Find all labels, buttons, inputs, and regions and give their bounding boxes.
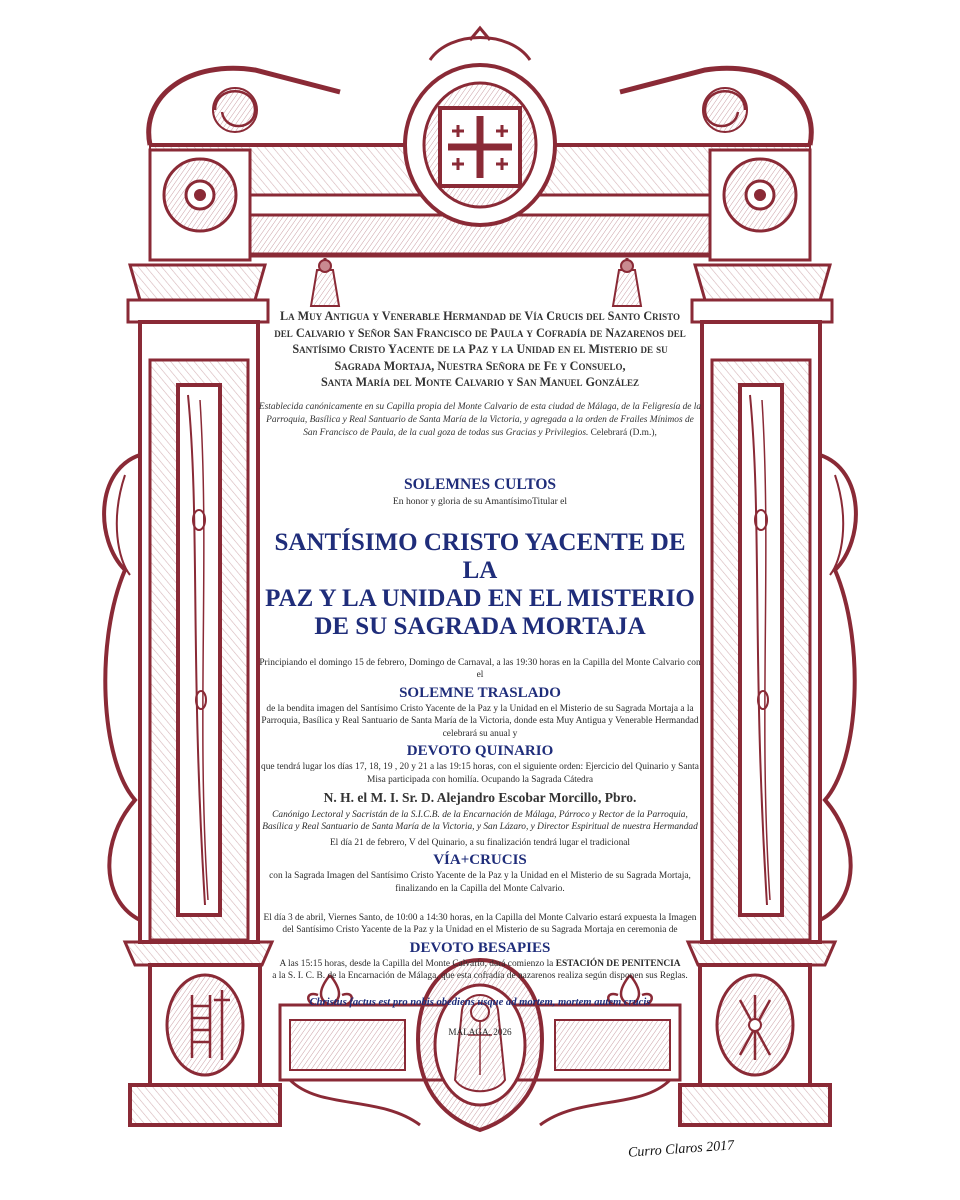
besapies-title: DEVOTO BESAPIES [409, 939, 551, 956]
traslado-lead: Principiando el domingo 15 de febrero, Domingo de Carnaval, a las 19:30 horas en la Capilla del Monte Calvario con el [259, 657, 701, 681]
titular-title [258, 529, 702, 641]
establishment-italic: Establecida canónicamente en su Capilla propia del Monte Calvario de esta ciudad de Málaga, de la Feligresía de la Parroquia, Basílica y Real Santuario de Santa María de la Victoria, y agregada a la orden de Frailes Mínimos de San Francisco de Paula, de la cual goza de todas sus Gracias y Privilegios. [258, 401, 702, 438]
poster-text [258, 308, 702, 1037]
latin-motto: Christus factus est pro nobis obediens usque ad mortem, mortem autem crucis [309, 997, 651, 1008]
preacher-titles: Canónigo Lectoral y Sacristán de la S.I.C.B. de la Encarnación de Málaga, Párroco y Rector de la Parroquia, Basílica y Real Santuario de Santa María de la Victoria, y San Lázaro, y Director Espiritual de nuestra Hermandad [262, 809, 698, 833]
titular-line: SANTÍSIMO CRISTO YACENTE DE LA [274, 528, 686, 584]
brotherhood-header [258, 308, 702, 391]
quinario-closing: El día 21 de febrero, V del Quinario, a su finalización tendrá lugar el tradicional [329, 837, 631, 848]
place-date: MÁLAGA, 2026 [448, 1027, 512, 1037]
cultos-title: SOLEMNES CULTOS [403, 475, 557, 493]
besapies-lead: El día 3 de abril, Viernes Santo, de 10:00 a 14:30 horas, en la Capilla del Monte Calvario estará expuesta la Imagen del Santísimo Cristo Yacente de la Paz y la Unidad en el Misterio de su Sagrada Mortaja en ceremonia de [263, 912, 697, 936]
titular-line: DE SU SAGRADA MORTAJA [314, 612, 646, 640]
quinario-title: DEVOTO QUINARIO [406, 743, 554, 760]
header-line: Santa María del Monte Calvario y San Manuel González [320, 375, 640, 389]
titular-line: PAZ Y LA UNIDAD EN EL MISTERIO [265, 584, 695, 612]
quinario-text: que tendrá lugar los días 17, 18, 19 , 20 y 21 a las 19:15 horas, con el siguiente orden: Ejercicio del Quinario y Santa Misa participada con homilía. Ocupando la Sagrada Cátedra [261, 762, 699, 786]
cultos-honor: En honor y gloria de su AmantísimoTitular el [392, 495, 568, 507]
estacion-after: a la S. I. C. B. de la Encarnación de Málaga, que esta cofradía de nazarenos realiza según disponen sus Reglas. [272, 971, 688, 982]
header-line: del Calvario y Señor San Francisco de Paula y Cofradía de Nazarenos del [274, 325, 686, 340]
artist-signature: Curro Claros 2017 [627, 1138, 735, 1161]
estacion-text [258, 958, 702, 983]
preacher-name: N. H. el M. I. Sr. D. Alejandro Escobar Morcillo, Pbro. [323, 789, 637, 805]
estacion-before: A las 15:15 horas, desde la Capilla del Monte Calvario, dará comienzo la [279, 958, 556, 969]
header-line: Sagrada Mortaja, Nuestra Señora de Fe y Consuelo, [334, 358, 626, 373]
header-line: Santísimo Cristo Yacente de la Paz y la Unidad en el Misterio de su [292, 342, 668, 356]
traslado-title: SOLEMNE TRASLADO [399, 684, 561, 701]
estacion-highlight: ESTACIÓN DE PENITENCIA [555, 958, 681, 969]
header-line: La Muy Antigua y Venerable Hermandad de Vía Crucis del Santo Cristo [279, 309, 680, 323]
viacrucis-text: con la Sagrada Imagen del Santísimo Cristo Yacente de la Paz y la Unidad en el Misterio de su Sagrada Mortaja, finalizando en la Capilla del Monte Calvario. [269, 871, 691, 895]
establishment-text [258, 401, 702, 440]
viacrucis-title: VÍA+CRUCIS [433, 852, 527, 869]
traslado-text: de la bendita imagen del Santísimo Cristo Yacente de la Paz y la Unidad en el Misterio de su Sagrada Mortaja a la Parroquia, Basílica y Real Santuario de Santa María de la Victoria, donde esta Muy Antigua y Venerable Hermandad celebrará su anual y [261, 703, 699, 739]
establishment-tail: Celebrará (D.m.), [588, 427, 657, 438]
